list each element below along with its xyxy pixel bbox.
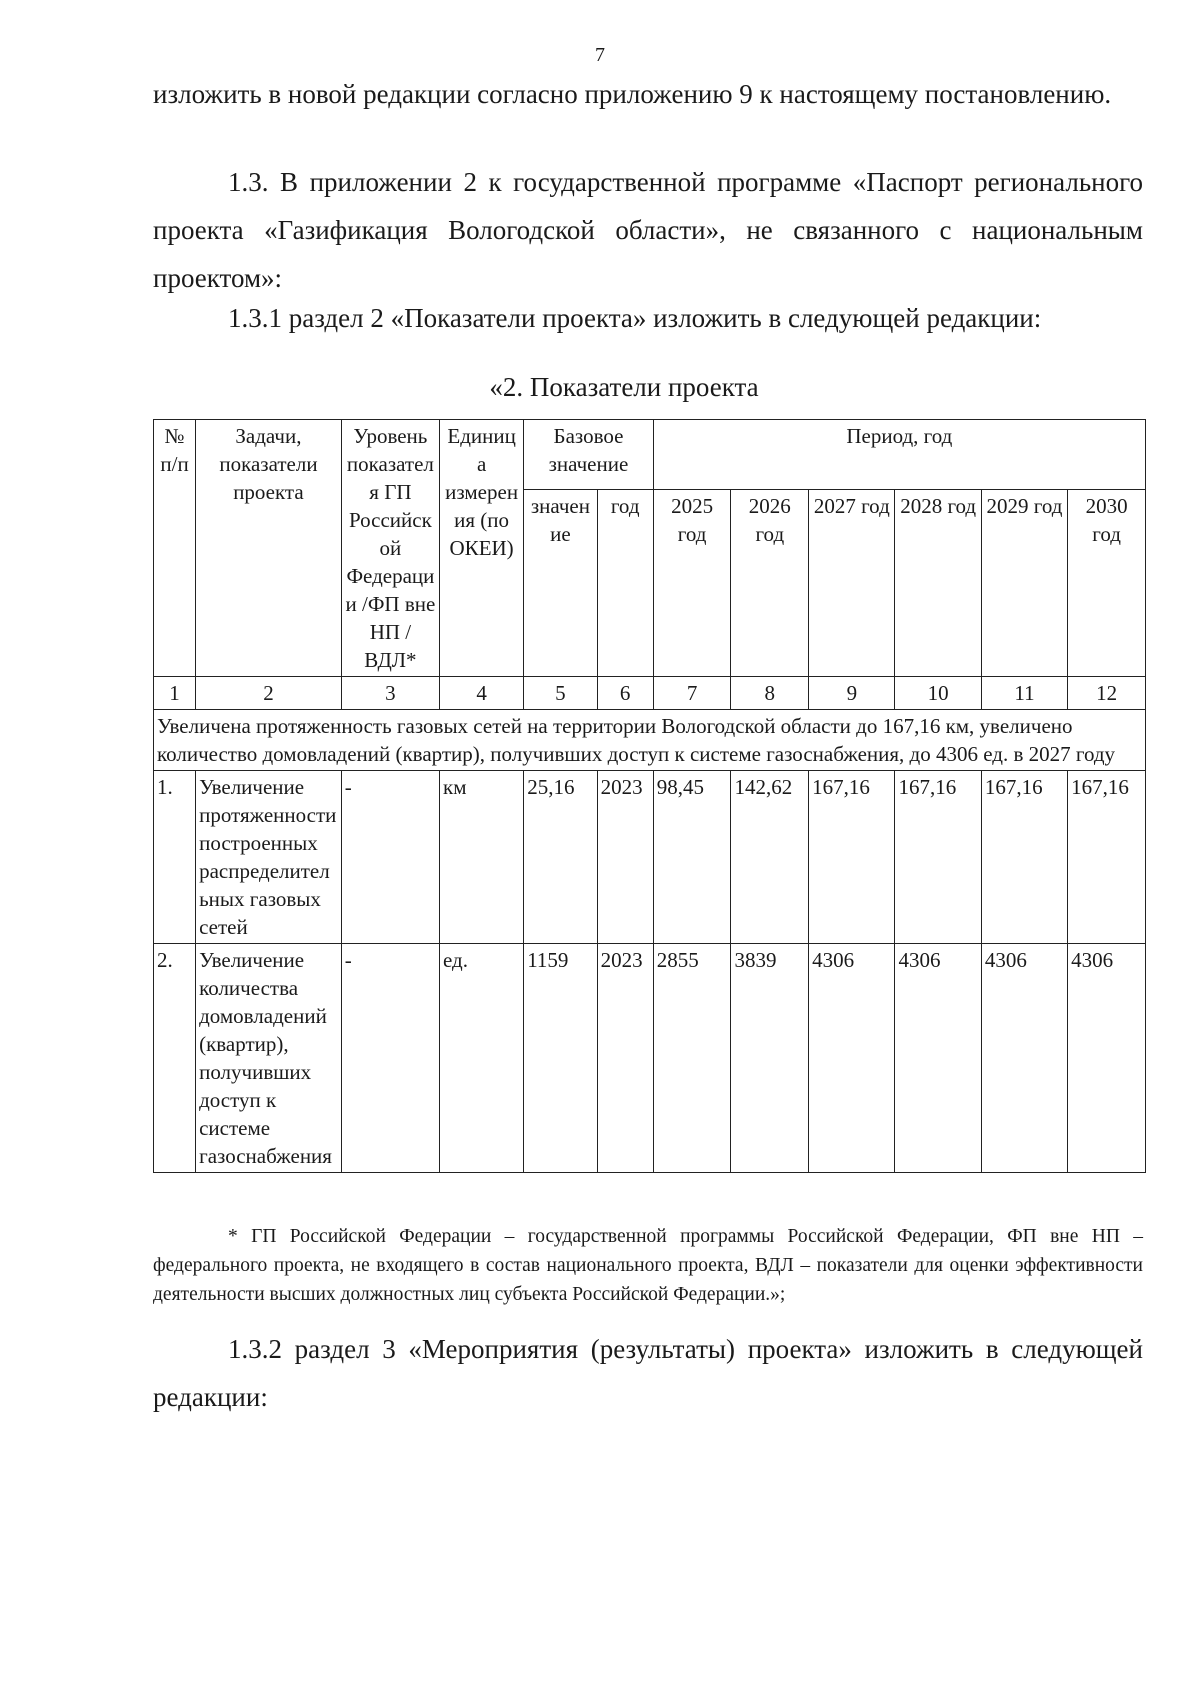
row-level: - xyxy=(341,771,439,944)
column-number: 5 xyxy=(524,677,597,710)
row-unit: км xyxy=(440,771,524,944)
column-number: 10 xyxy=(895,677,981,710)
row-name: Увеличение количества домовладений (квартир), получивших доступ к системе газоснабжения xyxy=(196,944,342,1173)
row-value: 2855 xyxy=(653,944,731,1173)
row-value: 4306 xyxy=(1068,944,1146,1173)
column-number: 2 xyxy=(196,677,342,710)
column-number: 1 xyxy=(154,677,196,710)
row-name: Увеличение протяженности построенных распределительных газовых сетей xyxy=(196,771,342,944)
header-num: № п/п xyxy=(154,420,196,677)
row-base-value: 25,16 xyxy=(524,771,597,944)
row-value: 167,16 xyxy=(981,771,1067,944)
header-unit: Единица измерения (по ОКЕИ) xyxy=(440,420,524,677)
row-value: 4306 xyxy=(809,944,895,1173)
column-number: 11 xyxy=(981,677,1067,710)
column-number: 12 xyxy=(1068,677,1146,710)
paragraph-1-3-1: 1.3.1 раздел 2 «Показатели проекта» изложить в следующей редакции: xyxy=(228,303,1042,333)
table-row xyxy=(154,944,1146,1173)
header-year: 2030 год xyxy=(1068,489,1146,676)
column-number: 9 xyxy=(809,677,895,710)
paragraph-1-3: 1.3. В приложении 2 к государственной программе «Паспорт регионального проекта «Газификация Вологодской области», не связанного с национальным проектом»: xyxy=(153,167,1143,293)
header-year: 2026 год xyxy=(731,489,809,676)
row-unit: ед. xyxy=(440,944,524,1173)
header-year: 2029 год xyxy=(981,489,1067,676)
row-value: 98,45 xyxy=(653,771,731,944)
paragraph-1-3-2: 1.3.2 раздел 3 «Мероприятия (результаты) проекта» изложить в следующей редакции: xyxy=(153,1334,1143,1412)
header-tasks: Задачи, показатели проекта xyxy=(196,420,342,677)
row-base-year: 2023 xyxy=(597,771,653,944)
row-value: 4306 xyxy=(981,944,1067,1173)
row-num: 1. xyxy=(154,771,196,944)
row-value: 142,62 xyxy=(731,771,809,944)
header-year: 2028 год xyxy=(895,489,981,676)
header-period: Период, год xyxy=(653,420,1145,490)
header-base: Базовое значение xyxy=(524,420,654,490)
row-base-year: 2023 xyxy=(597,944,653,1173)
header-level: Уровень показателя ГП Российской Федерации /ФП вне НП / ВДЛ* xyxy=(341,420,439,677)
intro-paragraph: изложить в новой редакции согласно приложению 9 к настоящему постановлению. xyxy=(153,79,1112,109)
row-value: 167,16 xyxy=(1068,771,1146,944)
table-row xyxy=(154,771,1146,944)
row-value: 167,16 xyxy=(809,771,895,944)
header-year: 2025 год xyxy=(653,489,731,676)
column-number: 8 xyxy=(731,677,809,710)
row-value: 3839 xyxy=(731,944,809,1173)
footnote-text: * ГП Российской Федерации – государственной программы Российской Федерации, ФП вне НП – федерального проекта, не входящего в состав национального проекта, ВДЛ – показатели для оценки эффективности деятельности высших должностных лиц субъекта Российской Федерации.»; xyxy=(153,1226,1143,1305)
column-number: 4 xyxy=(440,677,524,710)
header-base-value: значение xyxy=(524,489,597,676)
indicators-table xyxy=(153,419,1146,1173)
row-num: 2. xyxy=(154,944,196,1173)
footnote xyxy=(153,1222,1143,1309)
header-base-year: год xyxy=(597,489,653,676)
column-number: 7 xyxy=(653,677,731,710)
page-number: 7 xyxy=(595,44,605,66)
column-number: 6 xyxy=(597,677,653,710)
row-base-value: 1159 xyxy=(524,944,597,1173)
goal-row: Увеличена протяженность газовых сетей на территории Вологодской области до 167,16 км, увеличено количество домовладений (квартир), получивших доступ к системе газоснабжения, до 4306 ед. в 2027 году xyxy=(154,710,1146,771)
column-number-row xyxy=(154,677,1146,710)
header-year: 2027 год xyxy=(809,489,895,676)
row-level: - xyxy=(341,944,439,1173)
row-value: 167,16 xyxy=(895,771,981,944)
table-caption: «2. Показатели проекта xyxy=(489,372,759,402)
row-value: 4306 xyxy=(895,944,981,1173)
column-number: 3 xyxy=(341,677,439,710)
